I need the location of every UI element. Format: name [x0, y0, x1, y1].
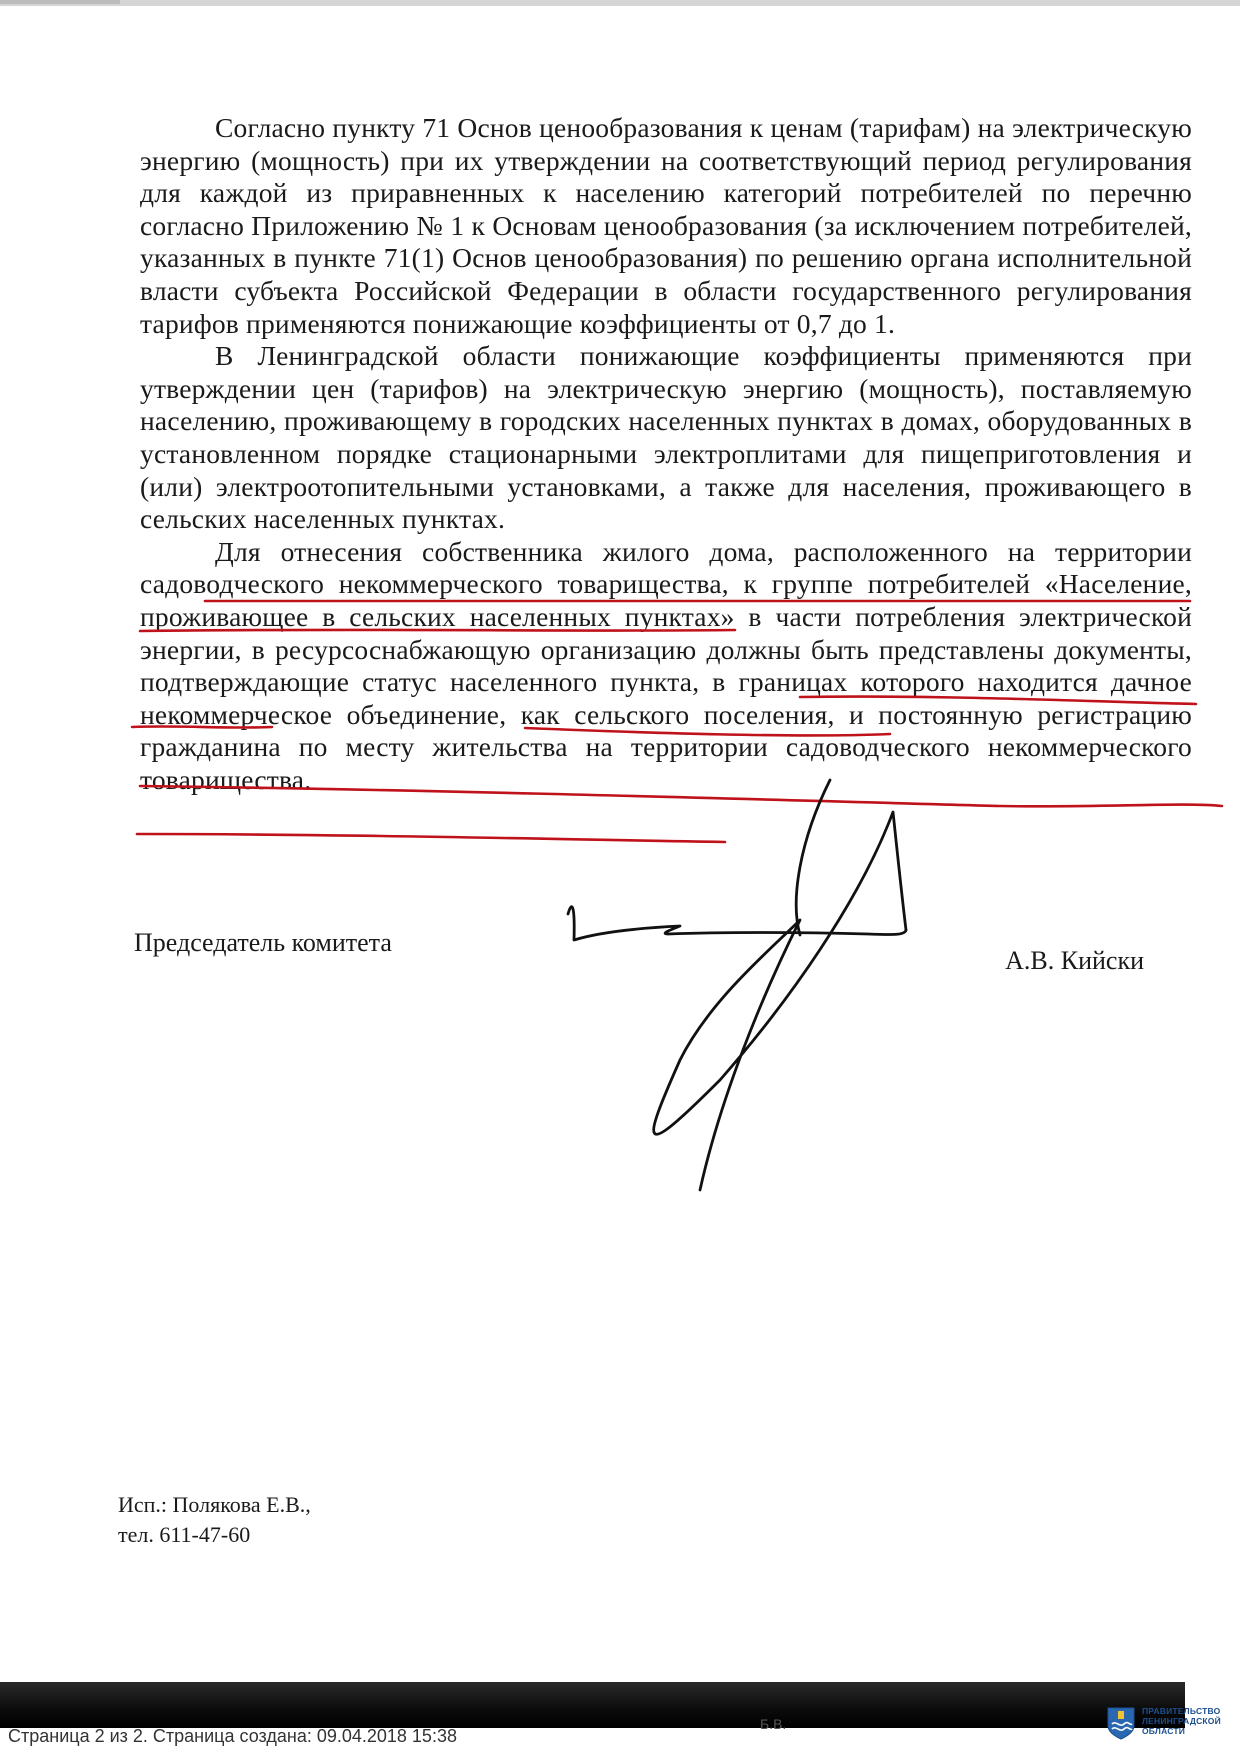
- signature-stroke: [654, 812, 906, 1190]
- signatory-title: Председатель комитета: [134, 928, 392, 957]
- executor-block: [118, 1490, 311, 1550]
- red-underline: [137, 834, 725, 842]
- signature-stroke: [796, 780, 830, 935]
- logo-text: ПРАВИТЕЛЬСТВО ЛЕНИНГРАДСКОЙ ОБЛАСТИ: [1142, 1706, 1221, 1736]
- footer-mark: Б.В.: [760, 1716, 787, 1732]
- scan-top-mark: [0, 0, 120, 4]
- signature-block: [134, 924, 1144, 984]
- scan-shadow: [0, 1682, 1185, 1728]
- executor-phone: тел. 611-47-60: [118, 1522, 251, 1547]
- handwritten-signature: [568, 780, 906, 1190]
- paragraph-snt-requirements: Для отнесения собственника жилого дома, расположенного на территории садоводческого некоммерческого товарищества, к группе потребителей «Население, проживающее в сельских населенных пунктах» в части потребления электрической энергии, в ресурсоснабжающую организацию должны быть представлены документы, подтверждающие статус населенного пункта, в границах которого находится дачное некоммерческое объединение, как сельского поселения, и постоянную регистрацию гражданина по месту жительства на территории садоводческого некоммерческого товарищества.: [140, 535, 1192, 795]
- government-logo: [1106, 1702, 1234, 1746]
- paragraph-leningrad-region: В Ленинградской области понижающие коэффициенты применяются при утверждении цен (тарифов) на электрическую энергию (мощность), поставляемую населению, проживающему в городских населенных пунктах в домах, оборудованных в установленном порядке стационарными электроплитами для пищеприготовления и (или) электроотопительными установками, а также для населения, проживающего в сельских населенных пунктах.: [140, 340, 1192, 535]
- executor-name: Исп.: Полякова Е.В.,: [118, 1492, 311, 1517]
- coat-of-arms-icon: [1106, 1706, 1136, 1740]
- page-status-line: Страница 2 из 2. Страница создана: 09.04.2018 15:38: [8, 1726, 457, 1746]
- scan-top-edge: [0, 0, 1240, 6]
- paragraph-coefficients: Согласно пункту 71 Основ ценообразования к ценам (тарифам) на электрическую энергию (мощность) при их утверждении на соответствующий период регулирования для каждой из приравненных к населению категорий потребителей по перечню согласно Приложению № 1 к Основам ценообразования (за исключением потребителей, указанных в пункте 71(1) Основ ценообразования) по решению органа исполнительной власти субъекта Российской Федерации в области государственного регулирования тарифов применяются понижающие коэффициенты от 0,7 до 1.: [140, 112, 1192, 339]
- signatory-name: А.В. Кийски: [1005, 946, 1144, 975]
- letter-body: [140, 112, 1192, 796]
